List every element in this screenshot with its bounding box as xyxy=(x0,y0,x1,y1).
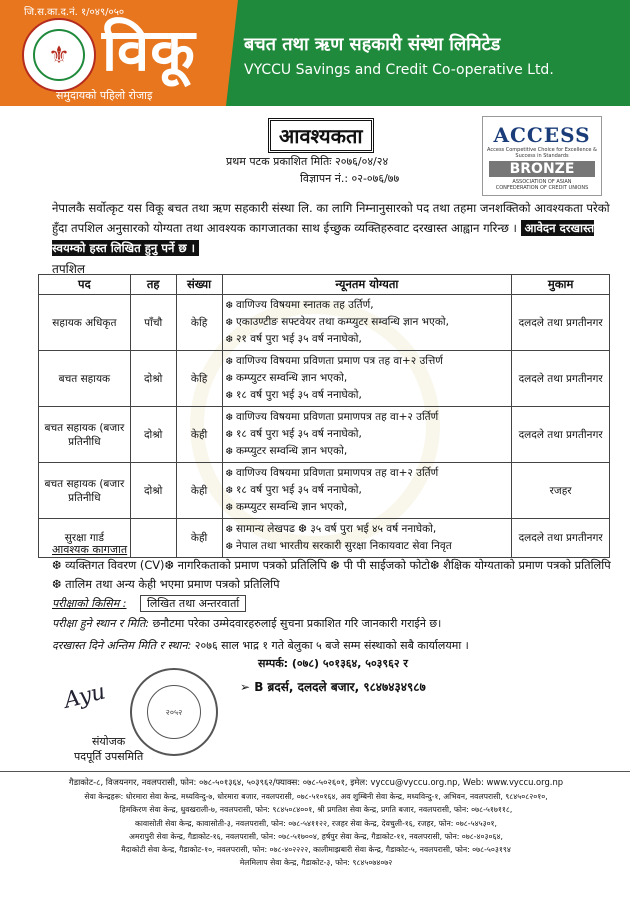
deadline-label: दरखास्त दिने अन्तिम मिति र स्थान: xyxy=(52,639,192,652)
exam-type xyxy=(52,595,246,612)
level-cell: पाँचौ xyxy=(130,295,176,351)
org-name-english: VYCCU Savings and Credit Co-operative Ltd. xyxy=(244,62,554,78)
table-header-row xyxy=(39,275,610,295)
qualification-item: ❆ १८ वर्ष पुरा भई ३५ वर्ष ननाघेको, xyxy=(226,482,509,499)
level-cell: दोश्रो xyxy=(130,463,176,519)
tagline: समुदायको पहिलो रोजाइ xyxy=(56,89,153,102)
footer-branch-line: सेवा केन्द्रहरू: धोरमारा सेवा केन्द्र, मध्यविन्दु-७, धोरमारा बजार, नवलपरासी, ०७८-५१०१६४, अव शुम्बिनी सेवा केन्द्र, मध्यविन्दु-१, अभिवन, नवलपरासी, ९८४५०८२०१०, xyxy=(84,792,548,802)
intro-text: नेपालकै सर्वोत्कृट यस विकू बचत तथा ऋण सहकारी संस्था लि. का लागि निम्नानुसारको पद तथा तहमा जनशक्तिको आवश्यकता परेको हुँदा तपशिल अनुसारको योग्यता तथा आवश्यक कागजातका साथ ईच्छुक व्यक्तिहरुवाट दरखास्त आह्वान गरिन्छ । xyxy=(52,201,610,235)
qualification-item: ❆ सामान्य लेखपढ ❆ ३५ वर्ष पुरा भई ४५ वर्ष ननाघेको, xyxy=(226,521,509,538)
access-badge-name: ACCESS xyxy=(493,123,591,147)
contact-phone: सम्पर्क: (०७८) ५०१३६४, ५०३९६२ र xyxy=(258,657,408,670)
org-name-nepali: बचत तथा ऋण सहकारी संस्था लिमिटेड xyxy=(244,34,501,55)
qualification-item: ❆ नेपाल तथा भारतीय सरकारी सुरक्षा निकायवाट सेवा निवृत xyxy=(226,538,509,555)
qualification-item: ❆ वाणिज्य विषयमा प्रविणता प्रमाण पत्र तह वा+२ उत्तिर्ण xyxy=(226,353,509,370)
level-cell: दोश्रो xyxy=(130,351,176,407)
count-cell: केही xyxy=(176,519,222,558)
qualification-item: ❆ कम्प्युटर सम्वन्धि ज्ञान भएको, xyxy=(226,370,509,387)
logo-emblem-icon: ⚜ xyxy=(33,29,85,81)
post-cell: सुरक्षा गार्ड xyxy=(39,519,131,558)
post-cell: सहायक अधिकृत xyxy=(39,295,131,351)
registration-number: जि.स.का.द.नं. १/०४९/०५० xyxy=(24,7,125,18)
qualification-item: ❆ वाणिज्य विषयमा प्रविणता प्रमाणपत्र तह वा+२ उर्तिर्ण xyxy=(226,409,509,426)
qualification-cell xyxy=(222,351,512,407)
col-header-post: पद xyxy=(39,275,131,295)
required-documents-title: आवश्यक कागजात xyxy=(52,543,128,556)
footer-branch-line: मेलमिलाप सेवा केन्द्र, गैडाकोट-३, फोन: ९८४५०७४०७२ xyxy=(239,858,393,868)
deadline-value: २०७६ साल भाद्र १ गते बेलुका ५ बजे सम्म संस्थाको सबै कार्यालयमा । xyxy=(194,639,469,652)
footer-branch-line: हिमकिरण सेवा केन्द्र, धुवखराली-७, नवलपरासी, फोन: ९८४५०८४००१, श्री प्रगतिश सेवा केन्द्र, प्रगति बजार, नवलपरासी, फोन: ०७८-५१७११८, xyxy=(119,805,513,815)
col-header-location: मुकाम xyxy=(512,275,610,295)
access-badge-org: ASSOCIATION OF ASIAN CONFEDERATION OF CREDIT UNIONS xyxy=(495,179,589,191)
table-row xyxy=(39,407,610,463)
col-header-level: तह xyxy=(130,275,176,295)
location-cell: दलदले तथा प्रगतीनगर xyxy=(512,519,610,558)
footer-head-office: गैडाकोट-८, विजयनगर, नवलपरासी, फोन: ०७८-५०१३६४, ५०३९६२/फ्याक्स: ०७८-५०२६०१, इमेल: vyccu@vyccu.org.np, Web: www.vyccu.org.np xyxy=(68,777,564,787)
contact-address: ➢ B ब्रदर्स, दलदले बजार, ९८४७४३४९८७ xyxy=(240,680,426,694)
seal-year: २०५२ xyxy=(147,685,201,739)
details-label: तपशिल xyxy=(52,262,86,276)
qualification-cell xyxy=(222,407,512,463)
qualification-cell xyxy=(222,519,512,558)
access-bronze-badge xyxy=(482,116,602,196)
qualification-item: ❆ १८ वर्ष पुरा भई ३५ वर्ष ननाघेको, xyxy=(226,387,509,404)
post-cell: बचत सहायक xyxy=(39,351,131,407)
qualification-item: ❆ १८ वर्ष पुरा भई ३५ वर्ष ननाघेको, xyxy=(226,426,509,443)
table-row xyxy=(39,463,610,519)
footer-branch-line: कावासोती सेवा केन्द्र, कावासोती-३, नवलपरासी, फोन: ०७८-५४११२२, रजहर सेवा केन्द्र, देवचुली-१६, रजहर, फोन: ०७८-५४५३०१, xyxy=(134,818,498,828)
post-cell: बचत सहायक (बजार प्रतिनीधि xyxy=(39,463,131,519)
access-badge-subtitle: Access Competitive Choice for Excellence & Success in Standards xyxy=(487,147,597,159)
qualification-item: ❆ वाणिज्य विषयमा प्रविणता प्रमाणपत्र तह वा+२ उर्तिर्ण xyxy=(226,465,509,482)
col-header-qualification: न्यूनतम योग्यता xyxy=(222,275,512,295)
col-header-count: संख्या xyxy=(176,275,222,295)
published-date: प्रथम पटक प्रकाशित मितिः २०७६/०४/२४ xyxy=(226,155,389,168)
intro-paragraph xyxy=(52,198,612,258)
required-documents-list: ❆ व्यक्तिगत विवरण (CV)❆ नागरिकताको प्रमाण पत्रको प्रतिलिपि ❆ पी पी साईजको फोटो❆ शैक्षिक योग्यताको प्रमाण पत्रको प्रतिलिपि ❆ तालिम तथा अन्य केही भएमा प्रमाण पत्रको प्रतिलिपि xyxy=(52,558,611,591)
exam-type-label: परीक्षाको किसिम : xyxy=(52,597,127,610)
post-cell: बचत सहायक (बजार प्रतिनीधि xyxy=(39,407,131,463)
location-cell: रजहर xyxy=(512,463,610,519)
level-cell xyxy=(130,519,176,558)
organization-logo xyxy=(22,18,96,92)
footer-branch-line: मैदाकोटी सेवा केन्द्र, गैडाकोट-१०, नवलपरासी, फोन: ०७८-४०२२२२, कालीमाझबारी सेवा केन्द्र, गैडाकोट-५, नवलपरासी, फोन: ०७८-५०३१९४ xyxy=(121,845,511,855)
exam-place xyxy=(52,616,441,631)
table-row xyxy=(39,351,610,407)
header-banner xyxy=(0,0,630,106)
table-row xyxy=(39,295,610,351)
qualification-item: ❆ वाणिज्य विषयमा स्नातक तह उर्तिर्ण, xyxy=(226,297,509,314)
signatory-committee: पदपूर्ति उपसमिति xyxy=(74,750,144,763)
count-cell: केहि xyxy=(176,351,222,407)
signatory-role: संयोजक xyxy=(91,735,126,748)
location-cell: दलदले तथा प्रगतीनगर xyxy=(512,351,610,407)
footer xyxy=(12,776,620,869)
qualification-item: ❆ कम्प्युटर सम्वन्धि ज्ञान भएको, xyxy=(226,443,509,460)
qualification-cell xyxy=(222,295,512,351)
count-cell: केही xyxy=(176,407,222,463)
footer-branch-line: अमरापुरी सेवा केन्द्र, गैडाकोट-१६, नवलपरासी, फोन: ०७८-५१७००४, हर्षपुर सेवा केन्द्र, गैडाकोट-११, नवलपरासी, फोन: ०७८-४०३०६४, xyxy=(129,831,503,841)
level-cell: दोश्रो xyxy=(130,407,176,463)
footer-divider xyxy=(0,771,630,772)
qualification-cell xyxy=(222,463,512,519)
application-deadline xyxy=(52,638,469,653)
advertisement-number: विज्ञापन नं.: ०२-०७६/७७ xyxy=(300,172,400,185)
signatory xyxy=(74,734,143,764)
location-cell: दलदले तथा प्रगतीनगर xyxy=(512,407,610,463)
brand-name: विकू xyxy=(102,16,196,84)
count-cell: केहि xyxy=(176,295,222,351)
vacancy-table xyxy=(38,274,610,558)
count-cell: केही xyxy=(176,463,222,519)
exam-place-label: परीक्षा हुने स्थान र मिति: xyxy=(52,617,150,630)
qualification-item: ❆ २१ वर्ष पुरा भई ३५ वर्ष ननाघेको, xyxy=(226,331,509,348)
notice-title: आवश्यकता xyxy=(268,118,374,153)
access-badge-level: BRONZE xyxy=(489,161,595,177)
exam-place-value: छनौटमा परेका उम्मेदवारहरुलाई सुचना प्रकाशित गरि जानकारी गराईने छ। xyxy=(152,617,442,630)
qualification-item: ❆ कम्प्युटर सम्वन्धि ज्ञान भएको, xyxy=(226,499,509,516)
location-cell: दलदले तथा प्रगतीनगर xyxy=(512,295,610,351)
signature-icon: Ayu xyxy=(61,679,109,714)
handwritten-requirement-highlight: आवेदन दरखास्त स्वयम्को हस्त लिखित हुनु पर्ने छ । xyxy=(52,221,595,255)
exam-type-value: लिखित तथा अन्तरवार्ता xyxy=(140,595,246,612)
qualification-item: ❆ एकाउण्टीङ सफ्टवेयर तथा कम्प्युटर सम्वन्धि ज्ञान भएको, xyxy=(226,314,509,331)
